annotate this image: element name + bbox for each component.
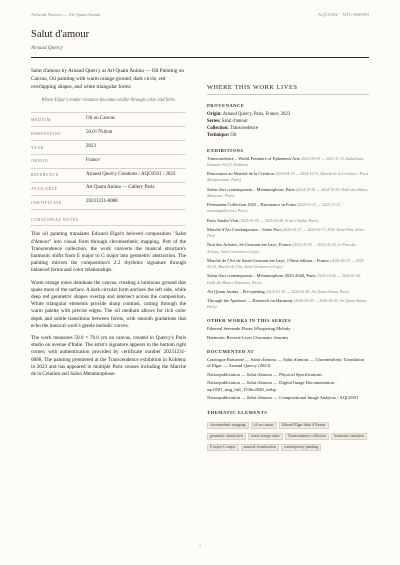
documented-link[interactable]: Naissepublication — Salut d'amour — Compositional Image Analysis - AQC0501	[207, 395, 359, 401]
exhibition-item[interactable]	[207, 202, 369, 214]
documented-link[interactable]: Naissepublication — Salut d'amour — Digital Image Documentation - aqc0501_img_full_1536x2048_webp	[207, 380, 337, 392]
themes-heading: THEMATIC ELEMENTS	[207, 409, 268, 415]
fact-value: Arnaud Quercy Creations / AQC0501 / 2023	[86, 168, 186, 182]
fact-row	[31, 127, 186, 141]
documented-link[interactable]: Catalogue Raisonné — Salut d'amour — Salut d'amour — Chromesthetic Translation of Elgar — Arnaud Quercy (2023)	[207, 356, 365, 368]
curatorial-heading: CURATORIAL NOTES	[31, 218, 79, 223]
artwork-summary: Salut d'amour by Arnaud Quercy at Art Quam Anima — Oil Painting on Canvas, Oil painting with warm orange ground, dark circle, red overlapping shapes, and white triangular forms	[31, 68, 185, 90]
exhibition-item[interactable]	[207, 258, 369, 270]
exhibition-item[interactable]	[207, 242, 369, 254]
provenance-label: Origin:	[207, 112, 222, 117]
exhibition-title: Salon d'art contemporain – Metamorphose, Paris	[207, 186, 295, 192]
exhibition-title: Nuit des Artistes, St-Germain-en-Laye, France	[207, 242, 291, 248]
provenance-row	[207, 112, 369, 119]
exhibition-dates: (2025-01-01 → 2025-12-31, artnoubgallery.net, Paris)	[207, 203, 342, 214]
fact-value: France	[86, 154, 186, 168]
artist-name: Arnaud Quercy	[31, 45, 63, 51]
exhibitions-heading: EXHIBITIONS	[207, 147, 244, 153]
fact-value: Art Quam Anima — Gallery Paris	[86, 182, 186, 196]
provenance-label: Series:	[207, 118, 221, 124]
exhibition-item[interactable]	[207, 273, 369, 285]
right-column	[207, 84, 369, 451]
breadcrumb[interactable]: Artwork Notices — Art Quam Anima	[31, 12, 101, 17]
theme-tag[interactable]: oil on canvas	[251, 422, 277, 429]
exhibition-title: Through the Aperture — Research on Harmony	[207, 298, 293, 304]
curatorial-paragraph: Warm orange tones dominate the canvas, creating a luminous ground that spans most of the surface. A dark circular form anchors the left side, while deep red geometric shapes overlap and intersect across the composition. White triangular elements provide sharp contrast, cutting through the warm palette with precise edges. The oil medium allows for rich color depth and subtle transitions between forms, with smooth gradations that echo the musical work's gentle melodic curves.	[31, 279, 186, 329]
fact-row	[31, 154, 186, 168]
theme-tag[interactable]: musical visualization	[241, 444, 279, 451]
fact-label: MEDIUM	[31, 113, 86, 127]
facts-table	[31, 112, 186, 210]
exhibitions-list	[207, 156, 369, 311]
exhibition-item[interactable]	[207, 218, 369, 224]
theme-tag[interactable]: Transcendence collection	[285, 433, 330, 440]
provenance-value: Arnaud Quercy, Paris, France, 2023	[222, 112, 291, 117]
epigraph: Where Elgar's tender romance becomes visible through color and form.	[41, 97, 176, 103]
provenance-row	[207, 119, 369, 126]
provenance-label: Collection:	[207, 125, 229, 131]
exhibition-item[interactable]	[207, 298, 369, 310]
theme-tags	[207, 418, 369, 451]
exhibition-title: Permanent Collection 2025 – Resonance in Form	[207, 202, 296, 208]
fact-value: Oil on Canvas	[86, 113, 186, 127]
top-bar	[31, 9, 369, 21]
curatorial-divider	[31, 225, 186, 226]
theme-tag[interactable]: geometric abstraction	[207, 433, 246, 440]
provenance-list	[207, 112, 369, 140]
provenance-label: Technique:	[207, 132, 230, 138]
exhibition-dates: (2025-01-09 → 2025-03-28, Artist's Studio, Paris)	[239, 218, 319, 223]
exhibition-title: Paris Studio Visit	[207, 217, 239, 223]
exhibition-dates: (2026-03-09 → 2026-06-30, Art Quam Anima, Paris)	[207, 299, 367, 310]
provenance-row	[207, 126, 369, 133]
page-number: 1	[199, 543, 201, 548]
exhibition-title: Transcendence – World Premiere of Ephemera Arts	[207, 155, 300, 161]
fact-row	[31, 182, 186, 196]
fact-label: YEAR	[31, 140, 86, 154]
exhibition-title: Rencontres au Marché de la Création	[207, 171, 274, 177]
page-title: Salut d'amour	[31, 29, 90, 40]
exhibition-title: Art Quam Anima – Pre-opening	[207, 288, 265, 294]
provenance-row	[207, 133, 369, 140]
exhibition-title: Marché de l'Art de Saint-Germain-en-Laye, 17ème édition – France	[207, 257, 330, 263]
fact-label: CERTIFICATE	[31, 196, 86, 210]
fact-value: 50.0×70.0cm	[86, 127, 186, 141]
provenance-value: Salut d'amour	[221, 118, 248, 124]
exhibition-item[interactable]	[207, 171, 369, 183]
reference-code: AQC0502 · NTC-000699	[317, 12, 369, 17]
exhibition-item[interactable]	[207, 289, 369, 295]
theme-tag[interactable]: harmonic transition	[331, 433, 367, 440]
curatorial-notes	[31, 231, 186, 378]
left-column	[31, 68, 186, 378]
fact-value: 20231231-0088	[86, 196, 186, 210]
provenance-value: Oil	[230, 132, 237, 138]
fact-row	[31, 168, 186, 182]
where-heading: WHERE THIS WORK LIVES	[207, 84, 369, 95]
fact-row	[31, 113, 186, 127]
fact-label: REFERENCE	[31, 168, 86, 182]
fact-label: DIMENSIONS	[31, 127, 86, 141]
exhibition-dates: (2025-05-18 → 2025-05-24, Le Pont des Artistes, Saint-Germain-en-Laye)	[207, 243, 356, 254]
theme-tag[interactable]: contemporary painting	[281, 444, 321, 451]
fact-label: AVAILABLE	[31, 182, 86, 196]
exhibition-dates: (2025-12-26 → 2026-01-04, Halle des Blancs Manteaux, Paris)	[207, 274, 361, 285]
exhibition-dates: (2025-05-17 → 2025-06-17, MAC Seine-Port, Seine-Port)	[207, 227, 365, 239]
exhibition-dates: (2024-04-19 → 2024-12-31, Marché de la Création – Paris Montparnasse, Paris)	[207, 172, 369, 183]
theme-tag[interactable]: Edward Elgar Salut d'Amour	[279, 422, 329, 429]
fact-value: 2023	[86, 140, 186, 154]
documented-link[interactable]: Naissepublication — Salut d'amour — Physical Specifications	[207, 371, 322, 377]
fact-label: ORIGIN	[31, 154, 86, 168]
provenance-heading: PROVENANCE	[207, 103, 245, 108]
theme-tag[interactable]: warm orange tones	[248, 433, 283, 440]
curatorial-paragraph: The work measures 50.0 × 70.0 cm on canvas, created in Quercy's Paris studio on avenue d'Italie. The artist's signature appears in the bottom right corner, with authentication provided by certificate number 20231231-0088. The painting premiered at the Transcendence exhibition in Koblenz in 2023 and has appeared in multiple Paris venues including the Marché de la Création and Salon Metamorphose.	[31, 335, 186, 378]
provenance-value: Transcendence	[229, 125, 258, 131]
documented-list	[207, 357, 369, 402]
curatorial-paragraph: This oil painting translates Edward Elgar's beloved composition "Salut d'Amour" into visual form through chromesthetic mapping. Part of the Transcendence collection, the work converts the musical structure's harmonic shifts from E major to G major into geometric abstraction. The painting mirrors the composition's 2:2 rhythmic signature through balanced forms and color relationships.	[31, 231, 186, 274]
fact-row	[31, 140, 186, 154]
exhibition-dates: (2024-10-26 → 2024-10-30, Halle des Blancs Manteaux, Paris)	[207, 187, 368, 198]
exhibition-title: Salon d'art contemporain – Metamorphose 2025-2026, Paris	[207, 273, 316, 279]
other-work-link[interactable]: Ethereal Serenade Flutes Whispering Melody	[207, 326, 291, 332]
header-divider	[31, 57, 369, 58]
exhibition-dates: (2025-06-14 → 2025-06-15, Marché de l'Art, Saint-Germain-en-Laye)	[207, 258, 365, 270]
theme-tag[interactable]: E major G major	[207, 444, 239, 451]
exhibition-title: Marché d'Art Contemporain – Seine Port	[207, 226, 281, 232]
other-works-list	[207, 326, 369, 341]
exhibition-item[interactable]	[207, 227, 369, 239]
theme-tag[interactable]: chromesthetic mapping	[207, 422, 249, 429]
exhibition-item[interactable]	[207, 187, 369, 199]
exhibition-dates: (2026-01-16 → 2026-02-26, Art Quam Anima, Paris)	[265, 289, 350, 294]
other-work-link[interactable]: Harmonic Reverie Lives Chromatic Journey	[207, 334, 289, 340]
other-works-heading: OTHER WORKS IN THIS SERIES	[207, 318, 292, 324]
fact-row	[31, 196, 186, 210]
exhibition-dates: (2023-09-29 → 2023-11-13, Kulturbaus Kastanie-Ali-23, Koblenz)	[207, 156, 364, 167]
exhibition-item[interactable]	[207, 156, 369, 168]
documented-heading: DOCUMENTED AT	[207, 349, 255, 355]
